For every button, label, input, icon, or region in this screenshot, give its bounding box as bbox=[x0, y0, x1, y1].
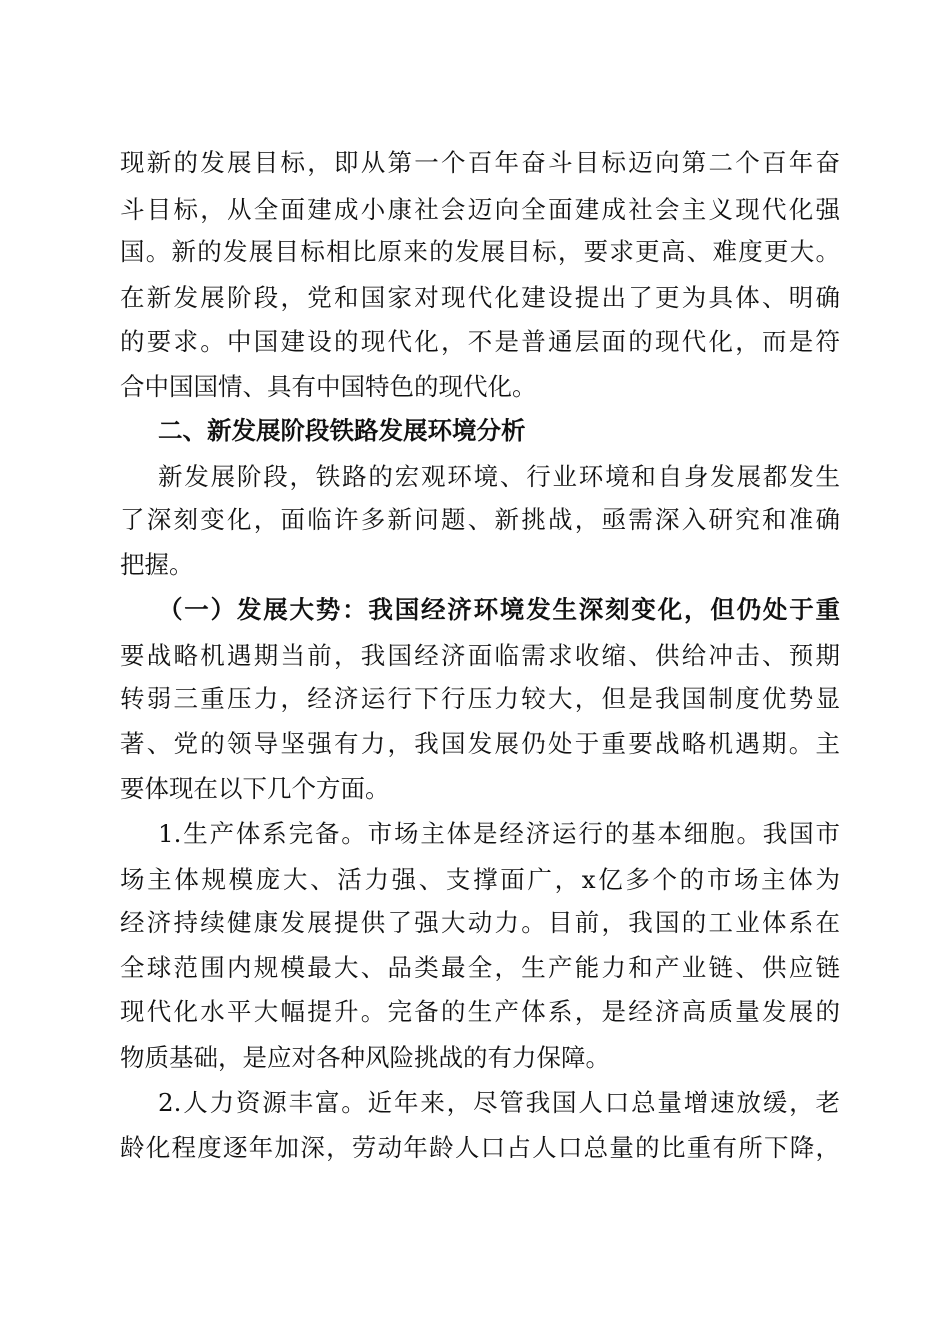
body-line: 1.生产体系完备。市场主体是经济运行的基本细胞。我国市 bbox=[158, 819, 840, 848]
body-line: 的要求。中国建设的现代化，不是普通层面的现代化，而是符 bbox=[120, 327, 840, 356]
body-line: 物质基础，是应对各种风险挑战的有力保障。 bbox=[120, 1043, 610, 1072]
body-line: 把握。 bbox=[120, 550, 194, 579]
body-line: 现代化水平大幅提升。完备的生产体系，是经济高质量发展的 bbox=[120, 997, 840, 1026]
body-line: 现新的发展目标，即从第一个百年奋斗目标迈向第二个百年奋 bbox=[120, 148, 840, 177]
body-line: 龄化程度逐年加深，劳动年龄人口占人口总量的比重有所下降， bbox=[120, 1133, 840, 1162]
body-line: 要体现在以下几个方面。 bbox=[120, 774, 390, 803]
subsection-heading: （一）发展大势：我国经济环境发生深刻变化，但仍处于重 bbox=[158, 595, 840, 624]
body-line: 转弱三重压力，经济运行下行压力较大，但是我国制度优势显 bbox=[120, 684, 840, 713]
body-line: 斗目标，从全面建成小康社会迈向全面建成社会主义现代化强 bbox=[120, 195, 840, 224]
body-line: 国。新的发展目标相比原来的发展目标，要求更高、难度更大。 bbox=[120, 237, 840, 266]
body-line: 著、党的领导坚强有力，我国发展仍处于重要战略机遇期。主 bbox=[120, 729, 840, 758]
body-line: 全球范围内规模最大、品类最全，生产能力和产业链、供应链 bbox=[120, 953, 840, 982]
body-line: 场主体规模庞大、活力强、支撑面广，x亿多个的市场主体为 bbox=[120, 865, 840, 894]
body-line: 2.人力资源丰富。近年来，尽管我国人口总量增速放缓，老 bbox=[158, 1088, 840, 1117]
body-line: 新发展阶段，铁路的宏观环境、行业环境和自身发展都发生 bbox=[158, 462, 840, 491]
section-heading: 二、新发展阶段铁路发展环境分析 bbox=[158, 416, 526, 445]
body-line: 要战略机遇期当前，我国经济面临需求收缩、供给冲击、预期 bbox=[120, 641, 840, 670]
body-line: 经济持续健康发展提供了强大动力。目前，我国的工业体系在 bbox=[120, 908, 840, 937]
body-line: 在新发展阶段，党和国家对现代化建设提出了更为具体、明确 bbox=[120, 283, 840, 312]
body-line: 了深刻变化，面临许多新问题、新挑战，亟需深入研究和准确 bbox=[120, 505, 840, 534]
body-line: 合中国国情、具有中国特色的现代化。 bbox=[120, 372, 537, 401]
